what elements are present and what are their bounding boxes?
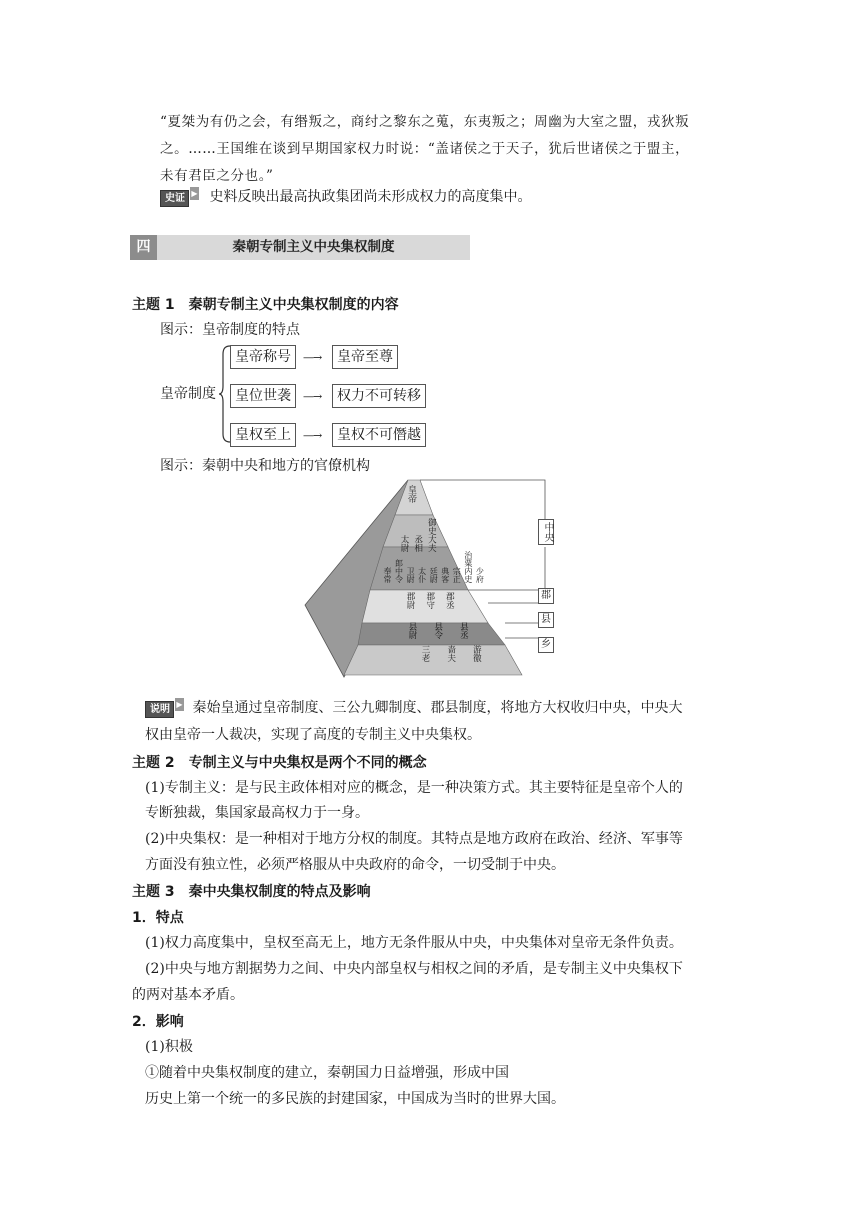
fig1-caption: 图示：皇帝制度的特点: [160, 322, 300, 338]
topic3-impact-heading: (1)积极: [145, 1039, 193, 1055]
pyramid-minister: 少府: [475, 567, 485, 583]
diagram-right-box-3: 皇权不可僭越: [332, 423, 426, 447]
topic2-heading: 主题 2 专制主义与中央集权是两个不同的概念: [132, 755, 427, 771]
topic3-feature-2-line1: (2)中央与地方割据势力之间、中央内部皇权与相权之间的矛盾，是专制主义中央集权下: [145, 961, 683, 977]
diagram-root: 皇帝制度: [160, 386, 216, 402]
topic3-sub1: 1．特点: [132, 910, 184, 926]
side-label-township: 乡: [538, 637, 554, 653]
pyramid-chengxiang: 丞相: [412, 535, 423, 552]
note-row: [145, 698, 682, 718]
note-line-2: 权由皇帝一人裁决，实现了高度的专制主义中央集权。: [145, 727, 481, 743]
pyramid-xianling: 县令: [432, 622, 443, 639]
diagram-right-box-1: 皇帝至尊: [332, 345, 398, 369]
pyramid-sanlao: 三老: [420, 645, 430, 662]
note-tag: 说明: [145, 701, 174, 718]
pyramid-minister: 廷尉: [429, 567, 439, 583]
pyramid-youjiao: 游徼: [471, 645, 482, 662]
quote-line-1: “夏桀为有仍之会，有缗叛之，商纣之黎东之蒐，东夷叛之；周幽为大室之盟，戎狄叛: [160, 114, 690, 130]
play-arrow-icon: ▶: [191, 189, 198, 198]
pyramid-layer3-labels: [383, 551, 484, 585]
topic2-p1-line1: (1)专制主义：是与民主政体相对应的概念，是一种决策方式。其主要特征是皇帝个人的: [145, 780, 683, 796]
arrow-right-icon: —→: [303, 351, 322, 364]
diagram-left-box-3: 皇权至上: [230, 423, 296, 447]
topic3-heading: 主题 3 秦中央集权制度的特点及影响: [132, 884, 371, 900]
arrow-right-icon: —→: [303, 390, 322, 403]
side-label-county: 县: [538, 612, 554, 628]
arrow-right-icon: —→: [303, 429, 322, 442]
pyramid-juncheng: 郡丞: [444, 592, 455, 609]
quote-line-2: 之。……王国维在谈到早期国家权力时说：“盖诸侯之于天子，犹后世诸侯之于盟主，: [160, 141, 690, 157]
pyramid-yushidafu: 御史大夫: [426, 518, 437, 552]
section-number: 四: [130, 235, 157, 260]
pyramid-junshou: 郡守: [424, 592, 435, 609]
section-header: [130, 235, 470, 260]
topic3-feature-2-line2: 的两对基本矛盾。: [132, 987, 244, 1003]
quote-line-3: 未有君臣之分也。”: [160, 168, 274, 184]
pyramid-layer5-labels: [407, 622, 467, 642]
diagram-right-box-2: 权力不可转移: [332, 384, 426, 408]
pyramid-minister: 郎中令: [394, 559, 404, 583]
topic3-impact-line1: ①随着中央集权制度的建立，秦朝国力日益增强，形成中国: [145, 1065, 509, 1081]
play-arrow-icon: ▶: [176, 700, 183, 709]
pyramid-minister: 宗正: [452, 567, 462, 583]
topic3-sub2: 2．影响: [132, 1014, 184, 1030]
pyramid-taiwei: 太尉: [399, 535, 409, 552]
pyramid-minister: 典客: [440, 567, 450, 583]
topic3-feature-1: (1)权力高度集中，皇权至高无上，地方无条件服从中央，中央集体对皇帝无条件负责。: [145, 935, 683, 951]
pyramid-minister: 治粟内史: [463, 551, 473, 583]
note-line-1: 秦始皇通过皇帝制度、三公九卿制度、郡县制度，将地方大权收归中央，中央大: [192, 700, 683, 716]
pyramid-emperor-label: 皇帝: [406, 485, 416, 503]
pyramid-minister: 太仆: [417, 567, 427, 583]
diagram-left-box-1: 皇帝称号: [230, 345, 296, 369]
evidence-text: 史料反映出最高执政集团尚未形成权力的高度集中。: [209, 189, 532, 205]
section-title: 秦朝专制主义中央集权制度: [232, 239, 395, 255]
side-label-prefecture: 郡: [538, 588, 554, 604]
pyramid-junwei: 郡尉: [405, 592, 415, 609]
pyramid-layer6-labels: [420, 645, 480, 665]
fig2-caption: 图示：秦朝中央和地方的官僚机构: [160, 458, 370, 474]
evidence-row: [160, 187, 531, 207]
pyramid-minister: 奉常: [383, 567, 392, 583]
pyramid-layer2-labels: [399, 518, 435, 555]
evidence-tag: 史证: [160, 190, 189, 207]
diagram-left-box-2: 皇位世袭: [230, 384, 296, 408]
side-label-central: 中央: [538, 519, 554, 545]
topic2-p2-line2: 方面没有独立性，必须严格服从中央政府的命令，一切受制于中央。: [145, 857, 565, 873]
pyramid-xiancheng: 县丞: [458, 622, 469, 639]
topic2-p2-line1: (2)中央集权：是一种相对于地方分权的制度。其特点是地方政府在政治、经济、军事等: [145, 831, 683, 847]
pyramid-xianwei: 县尉: [407, 622, 417, 639]
topic3-impact-line2: 历史上第一个统一的多民族的封建国家，中国成为当时的世界大国。: [145, 1091, 565, 1107]
pyramid-layer4-labels: [405, 592, 453, 612]
topic1-heading: 主题 1 秦朝专制主义中央集权制度的内容: [132, 297, 399, 313]
pyramid-sefu: 啬夫: [445, 645, 456, 662]
topic2-p1-line2: 专断独裁，集国家最高权力于一身。: [145, 805, 369, 821]
pyramid-minister: 卫尉: [406, 567, 416, 583]
